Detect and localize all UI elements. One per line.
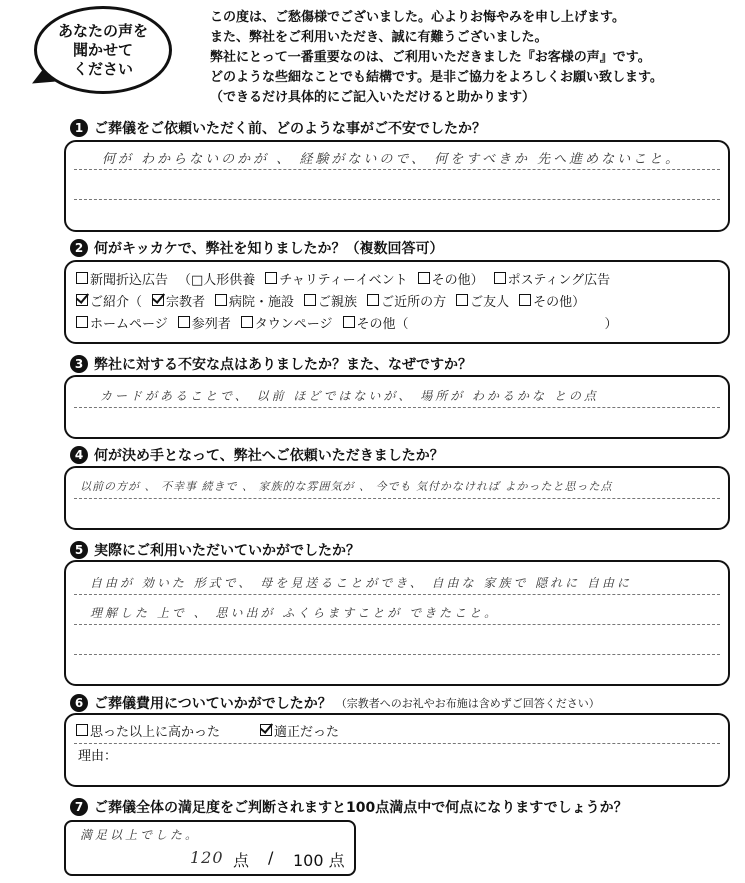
intro-line: 弊社にとって一番重要なのは、ご利用いただきました『お客様の声』です。 <box>210 50 651 65</box>
checkbox-icon[interactable] <box>76 724 88 736</box>
bubble-line: あなたの声を <box>57 21 148 40</box>
handwritten-comment: 満足以上でした。 <box>80 828 201 842</box>
question-text: 弊社に対する不安な点はありましたか？また、なぜですか？ <box>94 357 472 373</box>
option-posting[interactable]: ポスティング広告 <box>494 269 610 288</box>
q2-options <box>76 267 618 333</box>
handwritten-score: 120 <box>190 848 224 867</box>
speech-bubble <box>34 6 172 94</box>
ruled-line <box>74 654 720 655</box>
option-row <box>76 289 618 311</box>
checkbox-icon[interactable] <box>367 294 379 306</box>
option-homepage[interactable]: ホームページ <box>76 313 168 332</box>
option-row <box>76 267 618 289</box>
checkbox-icon[interactable] <box>418 272 430 284</box>
question-4 <box>70 445 444 465</box>
option-doll-memorial[interactable]: （□人形供養 <box>178 272 256 288</box>
option-row <box>76 311 618 333</box>
question-6 <box>70 693 600 713</box>
answer-box-4[interactable] <box>64 466 730 530</box>
checkbox-checked-icon[interactable] <box>152 294 164 306</box>
checkbox-icon[interactable] <box>241 316 253 328</box>
option-townpage[interactable]: タウンページ <box>241 313 333 332</box>
checkbox-icon[interactable] <box>494 272 506 284</box>
score-max: 100 点 <box>293 851 345 870</box>
q6-options <box>76 719 339 741</box>
question-7 <box>70 797 628 817</box>
ruled-line <box>74 624 720 625</box>
question-number: 4 <box>70 446 88 464</box>
option-newspaper[interactable]: 新聞折込広告 <box>76 269 168 288</box>
handwritten-answer: 理解した 上で 、 思い出が ふくらますことが できたこと。 <box>90 606 500 620</box>
reason-label: 理由： <box>78 749 118 764</box>
bubble-line: ください <box>72 59 133 78</box>
question-number: 7 <box>70 798 88 816</box>
ruled-line <box>74 199 720 200</box>
question-text: ご葬儀全体の満足度をご判断されますと100点満点中で何点になりますでしょうか？ <box>94 800 628 816</box>
ruled-line <box>74 407 720 408</box>
close-paren: ） <box>604 316 618 332</box>
option-referral[interactable]: ご紹介（ <box>76 291 142 310</box>
answer-box-1[interactable] <box>64 140 730 232</box>
ruled-line <box>74 169 720 170</box>
ruled-line <box>74 498 720 499</box>
option-other-1[interactable]: その他） <box>418 269 484 288</box>
answer-box-3[interactable] <box>64 375 730 439</box>
ruled-line <box>74 594 720 595</box>
checkbox-icon[interactable] <box>76 316 88 328</box>
intro-line: この度は、ご愁傷様でございました。心よりお悔やみを申し上げます。 <box>210 10 625 25</box>
handwritten-answer: カードがあることで、 以前 ほどではないが、 場所が わかるかな との点 <box>100 389 599 403</box>
option-attendee[interactable]: 参列者 <box>178 313 231 332</box>
handwritten-answer: 何が わからないのかが 、 経験がないので、 何をすべきか 先へ進めないこと。 <box>102 152 682 167</box>
option-relatives[interactable]: ご親族 <box>304 291 357 310</box>
answer-box-5[interactable] <box>64 560 730 686</box>
intro-line: また、弊社をご利用いただき、誠に有難うございました。 <box>210 30 548 45</box>
option-friends[interactable]: ご友人 <box>456 291 509 310</box>
question-number: 6 <box>70 694 88 712</box>
checkbox-checked-icon[interactable] <box>260 724 272 736</box>
checkbox-icon[interactable] <box>215 294 227 306</box>
question-1 <box>70 118 486 138</box>
checkbox-icon[interactable] <box>456 294 468 306</box>
ruled-line <box>74 743 720 744</box>
question-text: ご葬儀をご依頼いただく前、どのような事がご不安でしたか？ <box>94 121 486 137</box>
score-unit: 点 <box>233 851 250 870</box>
option-more-expensive[interactable]: 思った以上に高かった <box>76 721 220 740</box>
option-other-3[interactable]: その他（ <box>343 313 409 332</box>
question-text: 何がキッカケで、弊社を知りましたか？（複数回答可） <box>94 241 444 257</box>
option-other-2[interactable]: その他） <box>519 291 585 310</box>
option-charity-event[interactable]: チャリティーイベント <box>265 269 407 288</box>
bubble-line: 聞かせて <box>72 40 133 59</box>
question-2 <box>70 238 443 258</box>
checkbox-icon[interactable] <box>343 316 355 328</box>
option-religious[interactable]: 宗教者 <box>152 291 205 310</box>
question-number: 2 <box>70 239 88 257</box>
question-number: 3 <box>70 355 88 373</box>
question-text: 実際にご利用いただいていかがでしたか？ <box>94 543 360 559</box>
question-text: ご葬儀費用についていかがでしたか？ <box>94 696 332 712</box>
option-neighbors[interactable]: ご近所の方 <box>367 291 446 310</box>
checkbox-icon[interactable] <box>265 272 277 284</box>
option-hospital[interactable]: 病院・施設 <box>215 291 294 310</box>
checkbox-icon[interactable] <box>178 316 190 328</box>
intro-line: どのような些細なことでも結構です。是非ご協力をよろしくお願い致します。 <box>210 70 663 85</box>
checkbox-icon[interactable] <box>304 294 316 306</box>
question-5 <box>70 540 360 560</box>
question-text: 何が決め手となって、弊社へご依頼いただきましたか？ <box>94 448 444 464</box>
checkbox-icon[interactable] <box>76 272 88 284</box>
handwritten-answer: 自由が 効いた 形式で、 母を見送ることができ、 自由な 家族で 隠れに 自由に <box>90 576 632 590</box>
option-row <box>76 719 339 741</box>
handwritten-answer: 以前の方が 、 不幸事 続きで 、 家族的な雰囲気が 、 今でも 気付かなければ よかったと思った点 <box>80 480 613 493</box>
question-note: （宗教者へのお礼やお布施は含めずご回答ください） <box>335 697 600 710</box>
score-slash: / <box>268 848 274 867</box>
option-reasonable[interactable]: 適正だった <box>260 721 339 740</box>
checkbox-icon[interactable] <box>519 294 531 306</box>
question-number: 5 <box>70 541 88 559</box>
question-3 <box>70 354 472 374</box>
intro-line: （できるだけ具体的にご記入いただけると助かります） <box>210 90 536 105</box>
question-number: 1 <box>70 119 88 137</box>
intro-text <box>210 8 663 108</box>
checkbox-checked-icon[interactable] <box>76 294 88 306</box>
